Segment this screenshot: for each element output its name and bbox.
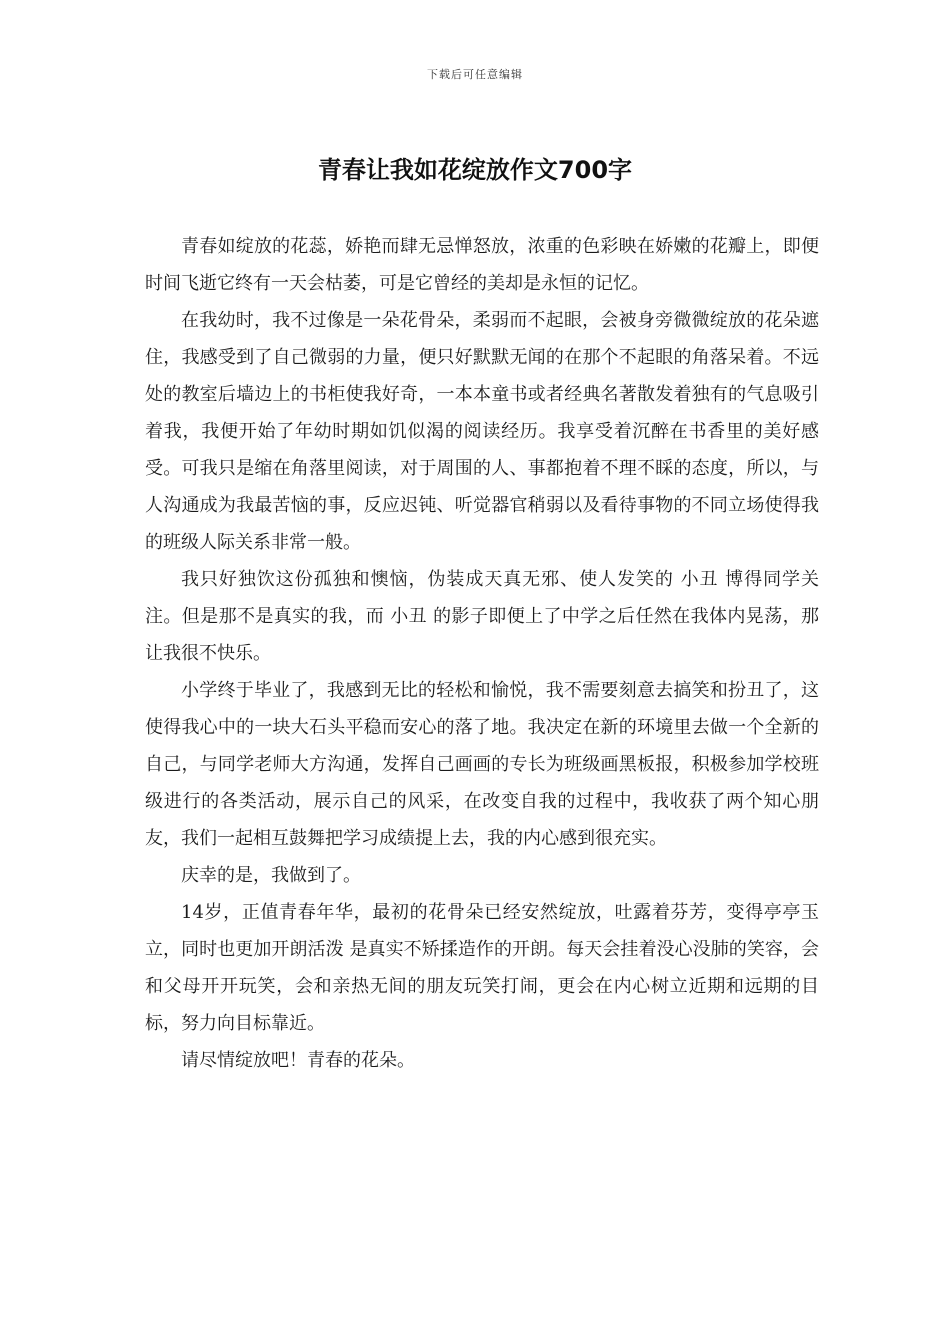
paragraph: 庆幸的是，我做到了。 <box>181 865 361 886</box>
header-note: 下载后可任意编辑 <box>427 68 523 81</box>
paragraph: 请尽情绽放吧！青春的花朵。 <box>181 1050 415 1071</box>
document-body <box>145 228 819 1079</box>
paragraph: 在我幼时，我不过像是一朵花骨朵，柔弱而不起眼，会被身旁微微绽放的花朵遮住，我感受到了自己微弱的力量，便只好默默无闻的在那个不起眼的角落呆着。不远处的教室后墙边上的书柜使我好奇，一本本童书或者经典名著散发着独有的气息吸引着我，我便开始了年幼时期如饥似渴的阅读经历。我享受着沉醉在书香里的美好感受。可我只是缩在角落里阅读，对于周围的人、事都抱着不理不睬的态度，所以，与人沟通成为我最苦恼的事，反应迟钝、听觉器官稍弱以及看待事物的不同立场使得我的班级人际关系非常一般。 <box>145 310 819 553</box>
document-title: 青春让我如花绽放作文700字 <box>317 156 633 184</box>
paragraph: 14岁，正值青春年华，最初的花骨朵已经安然绽放，吐露着芬芳，变得亭亭玉立，同时也更加开朗活泼 是真实不矫揉造作的开朗。每天会挂着没心没肺的笑容，会和父母开开玩笑，会和亲热无间的朋友玩笑打闹，更会在内心树立近期和远期的目标，努力向目标靠近。 <box>145 902 819 1034</box>
paragraph: 我只好独饮这份孤独和懊恼，伪装成天真无邪、使人发笑的 小丑 博得同学关注。但是那不是真实的我，而 小丑 的影子即便上了中学之后任然在我体内晃荡，那让我很不快乐。 <box>145 569 819 664</box>
paragraph: 青春如绽放的花蕊，娇艳而肆无忌惮怒放，浓重的色彩映在娇嫩的花瓣上，即便时间飞逝它终有一天会枯萎，可是它曾经的美却是永恒的记忆。 <box>145 236 819 294</box>
paragraph: 小学终于毕业了，我感到无比的轻松和愉悦，我不需要刻意去搞笑和扮丑了，这使得我心中的一块大石头平稳而安心的落了地。我决定在新的环境里去做一个全新的自己，与同学老师大方沟通，发挥自己画画的专长为班级画黑板报，积极参加学校班级进行的各类活动，展示自己的风采，在改变自我的过程中，我收获了两个知心朋友，我们一起相互鼓舞把学习成绩提上去，我的内心感到很充实。 <box>145 680 819 849</box>
